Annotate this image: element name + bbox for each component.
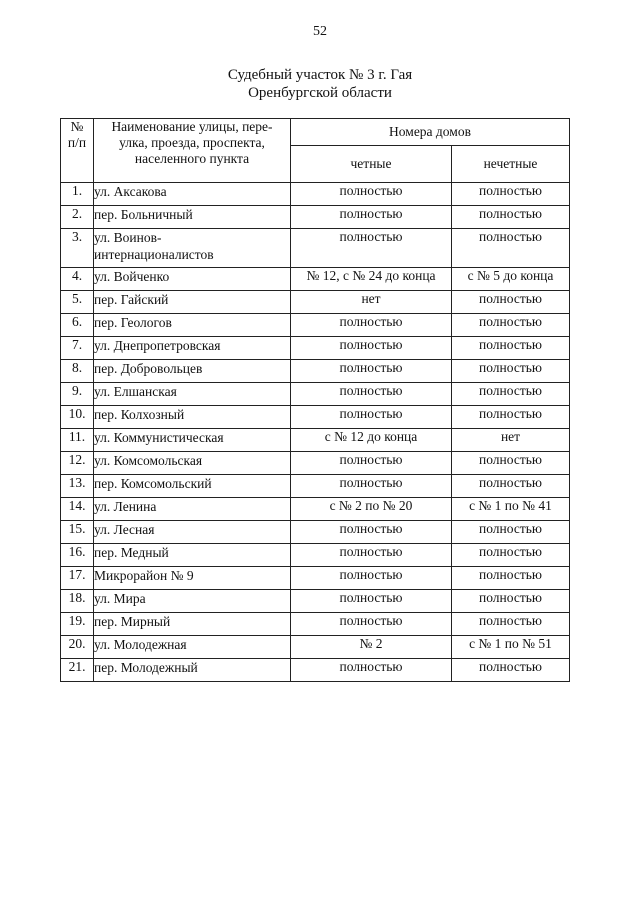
odd-numbers: полностью (452, 613, 570, 636)
odd-numbers: нет (452, 429, 570, 452)
even-numbers: полностью (291, 229, 452, 268)
street-name: пер. Молодежный (94, 659, 291, 682)
street-name: ул. Аксакова (94, 183, 291, 206)
odd-numbers: полностью (452, 406, 570, 429)
row-number: 18. (61, 590, 94, 613)
header-name-line-1: Наименование улицы, пере- (111, 119, 273, 134)
document-title (0, 66, 640, 102)
row-number: 9. (61, 383, 94, 406)
header-number (61, 119, 94, 183)
row-number: 14. (61, 498, 94, 521)
even-numbers: полностью (291, 337, 452, 360)
title-line-1: Судебный участок № 3 г. Гая (227, 67, 413, 83)
header-number-line-2: п/п (67, 135, 87, 150)
even-numbers: полностью (291, 590, 452, 613)
table-row (61, 314, 570, 337)
even-numbers: полностью (291, 206, 452, 229)
odd-numbers: полностью (452, 544, 570, 567)
street-name: Микрорайон № 9 (94, 567, 291, 590)
row-number: 10. (61, 406, 94, 429)
table-row (61, 206, 570, 229)
street-name: пер. Гайский (94, 291, 291, 314)
row-number: 12. (61, 452, 94, 475)
row-number: 3. (61, 229, 94, 268)
row-number: 4. (61, 268, 94, 291)
even-numbers: полностью (291, 383, 452, 406)
table-row (61, 360, 570, 383)
odd-numbers: полностью (452, 452, 570, 475)
row-number: 20. (61, 636, 94, 659)
table-row (61, 590, 570, 613)
table-row (61, 636, 570, 659)
street-name: пер. Больничный (94, 206, 291, 229)
table-header (61, 119, 570, 183)
row-number: 13. (61, 475, 94, 498)
even-numbers: с № 12 до конца (291, 429, 452, 452)
even-numbers: полностью (291, 314, 452, 337)
table-row (61, 498, 570, 521)
table-row (61, 291, 570, 314)
table-row (61, 521, 570, 544)
street-name: ул. Комсомольская (94, 452, 291, 475)
odd-numbers: полностью (452, 383, 570, 406)
odd-numbers: полностью (452, 206, 570, 229)
row-number: 2. (61, 206, 94, 229)
odd-numbers: с № 5 до конца (452, 268, 570, 291)
street-name-line-2: интернационалистов (94, 247, 214, 262)
table-row (61, 429, 570, 452)
row-number: 16. (61, 544, 94, 567)
even-numbers: полностью (291, 183, 452, 206)
street-name: ул. Коммунистическая (94, 429, 291, 452)
header-name-line-2: улка, проезда, проспекта, (119, 135, 265, 150)
header-even: четные (291, 146, 452, 183)
streets-table (60, 118, 570, 682)
row-number: 17. (61, 567, 94, 590)
even-numbers: полностью (291, 452, 452, 475)
odd-numbers: полностью (452, 590, 570, 613)
odd-numbers: полностью (452, 291, 570, 314)
odd-numbers: полностью (452, 337, 570, 360)
title-line-2: Оренбургской области (248, 85, 392, 101)
street-name (94, 229, 291, 268)
row-number: 21. (61, 659, 94, 682)
even-numbers: полностью (291, 659, 452, 682)
row-number: 5. (61, 291, 94, 314)
table-row (61, 229, 570, 268)
even-numbers: полностью (291, 360, 452, 383)
street-name: ул. Мира (94, 590, 291, 613)
table-row (61, 452, 570, 475)
table-row (61, 544, 570, 567)
table-row (61, 383, 570, 406)
row-number: 8. (61, 360, 94, 383)
even-numbers: полностью (291, 567, 452, 590)
row-number: 15. (61, 521, 94, 544)
even-numbers: полностью (291, 406, 452, 429)
odd-numbers: полностью (452, 475, 570, 498)
street-name: ул. Молодежная (94, 636, 291, 659)
table-row (61, 268, 570, 291)
even-numbers: полностью (291, 521, 452, 544)
odd-numbers: с № 1 по № 41 (452, 498, 570, 521)
row-number: 6. (61, 314, 94, 337)
table-row (61, 659, 570, 682)
even-numbers: полностью (291, 613, 452, 636)
odd-numbers: полностью (452, 567, 570, 590)
street-name: ул. Ленина (94, 498, 291, 521)
street-name: ул. Днепропетровская (94, 337, 291, 360)
street-name: пер. Комсомольский (94, 475, 291, 498)
header-odd: нечетные (452, 146, 570, 183)
even-numbers: полностью (291, 544, 452, 567)
odd-numbers: полностью (452, 521, 570, 544)
odd-numbers: полностью (452, 360, 570, 383)
street-name: пер. Добровольцев (94, 360, 291, 383)
header-number-line-1: № (70, 119, 84, 134)
page-number: 52 (313, 24, 327, 39)
street-name: пер. Колхозный (94, 406, 291, 429)
even-numbers: с № 2 по № 20 (291, 498, 452, 521)
odd-numbers: полностью (452, 183, 570, 206)
row-number: 1. (61, 183, 94, 206)
table-row (61, 337, 570, 360)
street-name: ул. Войченко (94, 268, 291, 291)
odd-numbers: с № 1 по № 51 (452, 636, 570, 659)
row-number: 19. (61, 613, 94, 636)
table-body (61, 183, 570, 682)
row-number: 11. (61, 429, 94, 452)
street-name-line-1: ул. Воинов- (94, 230, 162, 245)
odd-numbers: полностью (452, 229, 570, 268)
table-row (61, 613, 570, 636)
table-row (61, 406, 570, 429)
table-row (61, 567, 570, 590)
even-numbers: № 2 (291, 636, 452, 659)
header-name-line-3: населенного пункта (134, 151, 250, 166)
street-name: ул. Елшанская (94, 383, 291, 406)
header-house-numbers: Номера домов (291, 119, 570, 146)
header-street-name (94, 119, 291, 183)
even-numbers: № 12, с № 24 до конца (291, 268, 452, 291)
street-name: пер. Медный (94, 544, 291, 567)
table-row (61, 475, 570, 498)
even-numbers: нет (291, 291, 452, 314)
street-name: ул. Лесная (94, 521, 291, 544)
street-name: пер. Мирный (94, 613, 291, 636)
table-row (61, 183, 570, 206)
row-number: 7. (61, 337, 94, 360)
odd-numbers: полностью (452, 314, 570, 337)
street-name: пер. Геологов (94, 314, 291, 337)
odd-numbers: полностью (452, 659, 570, 682)
even-numbers: полностью (291, 475, 452, 498)
